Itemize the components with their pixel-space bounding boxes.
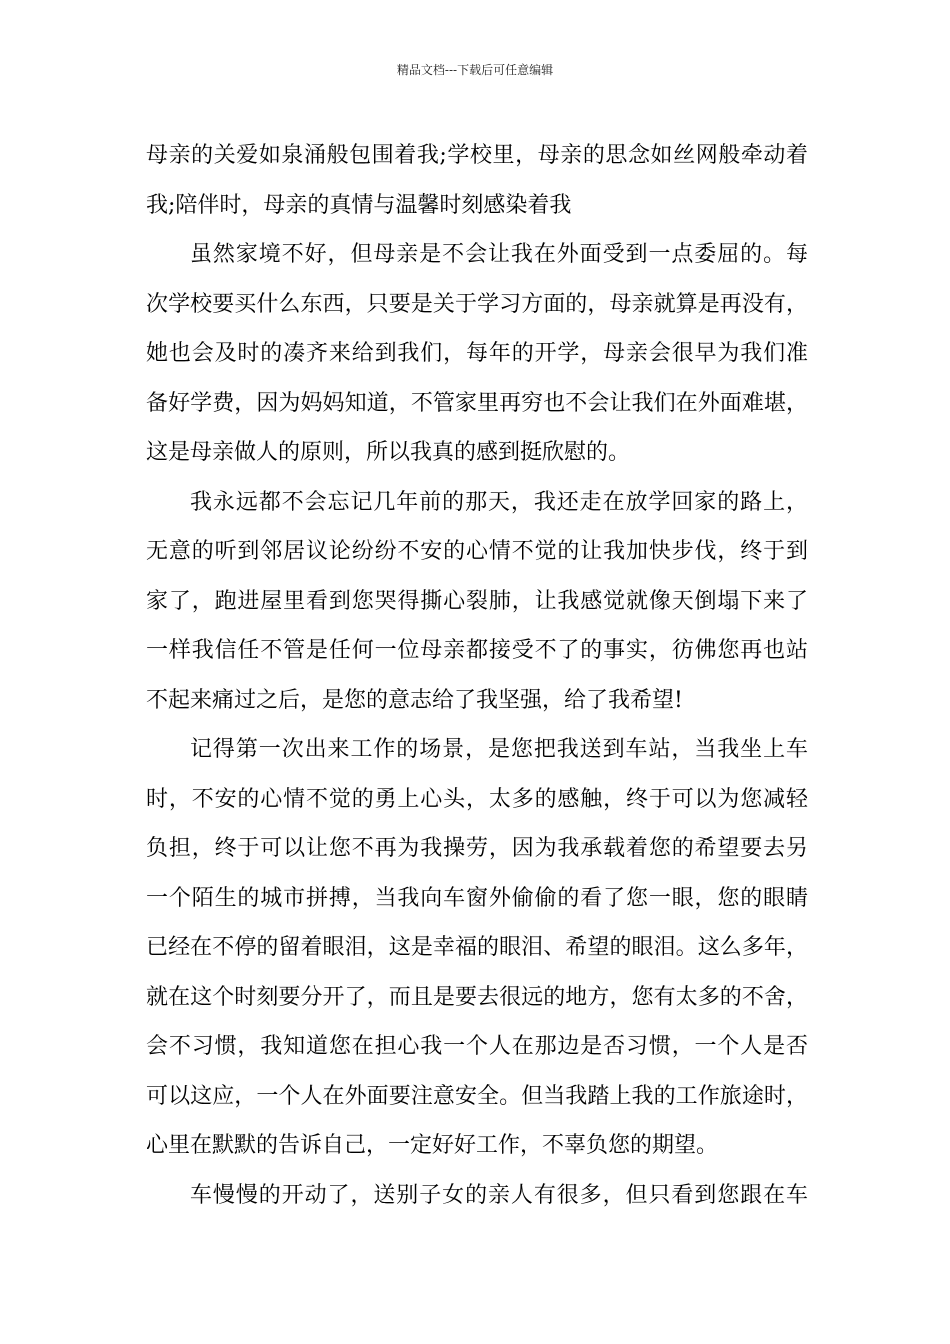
text-line: 时，不安的心情不觉的勇上心头，太多的感触，终于可以为您减轻: [146, 786, 808, 812]
text-line: 会不习惯，我知道您在担心我一个人在那边是否习惯，一个人是否: [146, 1034, 808, 1059]
text-line: 母亲的关爱如泉涌般包围着我;学校里，母亲的思念如丝网般牵动着: [146, 143, 808, 168]
text-line: 她也会及时的凑齐来给到我们，每年的开学，母亲会很早为我们准: [146, 341, 808, 366]
text-line: 备好学费，因为妈妈知道，不管家里再穷也不会让我们在外面难堪，: [146, 390, 808, 416]
text-line: 记得第一次出来工作的场景，是您把我送到车站，当我坐上车: [190, 737, 808, 762]
document-body: [146, 131, 808, 1220]
text-line: 心里在默默的告诉自己，一定好好工作，不辜负您的期望。: [146, 1133, 719, 1158]
text-line: 负担，终于可以让您不再为我操劳，因为我承载着您的希望要去另: [146, 836, 808, 861]
text-line: 一个陌生的城市拼搏，当我向车窗外偷偷的看了您一眼，您的眼睛: [146, 885, 808, 911]
text-line: 就在这个时刻要分开了，而且是要去很远的地方，您有太多的不舍，: [146, 984, 808, 1010]
text-line: 已经在不停的留着眼泪，这是幸福的眼泪、希望的眼泪。这么多年，: [146, 935, 808, 960]
text-line: 无意的听到邻居议论纷纷不安的心情不觉的让我加快步伐，终于到: [146, 539, 808, 564]
text-line: 虽然家境不好，但母亲是不会让我在外面受到一点委屈的。每: [190, 242, 808, 267]
text-line: 我永远都不会忘记几年前的那天，我还走在放学回家的路上，: [190, 489, 808, 515]
text-line: 我;陪伴时，母亲的真情与温馨时刻感染着我: [146, 192, 572, 218]
text-line: 一样我信任不管是任何一位母亲都接受不了的事实，彷佛您再也站: [146, 638, 808, 663]
text-line: 不起来痛过之后，是您的意志给了我坚强，给了我希望!: [146, 687, 683, 713]
text-line: 车慢慢的开动了，送别子女的亲人有很多，但只看到您跟在车: [190, 1182, 808, 1208]
text-line: 次学校要买什么东西，只要是关于学习方面的，母亲就算是再没有，: [146, 291, 808, 317]
page-header: 精品文档---下载后可任意编辑: [396, 63, 554, 77]
text-line: 家了，跑进屋里看到您哭得撕心裂肺，让我感觉就像天倒塌下来了: [146, 588, 808, 614]
text-line: 可以这应，一个人在外面要注意安全。但当我踏上我的工作旅途时，: [146, 1083, 808, 1109]
text-line: 这是母亲做人的原则，所以我真的感到挺欣慰的。: [146, 440, 631, 465]
